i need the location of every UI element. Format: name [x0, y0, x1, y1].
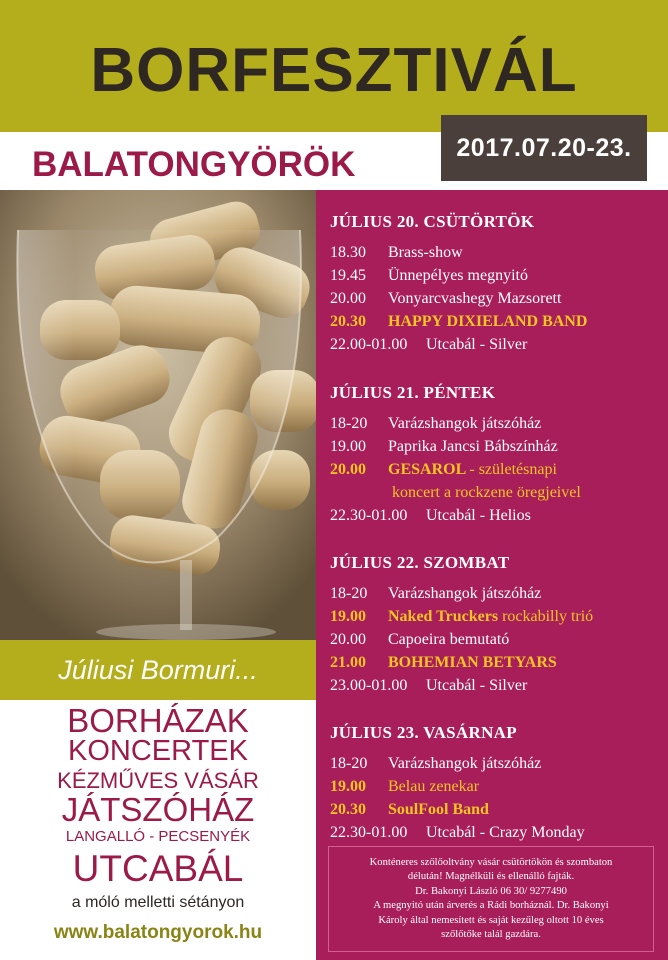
corks-illustration	[0, 190, 316, 640]
note-line: Károly által nemesített és saját kezűleg oltott 10 éves	[378, 914, 604, 926]
note-line: délután! Magnélküli és ellenálló fajták.	[407, 871, 575, 882]
promo-langallo: LANGALLÓ - PECSENYÉK	[65, 828, 251, 845]
promo-koncertek: KONCERTEK	[68, 735, 248, 767]
tagline: Júliusi Bormuri...	[58, 654, 258, 685]
note-line: Dr. Bakonyi László 06 30/ 9277490	[415, 885, 567, 897]
promo-kezmuves-vasar: KÉZMŰVES VÁSÁR	[57, 768, 259, 793]
event-item: 19.45 Ünnepélyes megnyitó	[330, 267, 528, 284]
event-item: 22.30-01.00 Utcabál - Helios	[330, 507, 531, 524]
day-block-saturday	[330, 553, 668, 697]
poster-title: BORFESZTIVÁL	[90, 36, 578, 105]
note-line: Konténeres szőlőoltvány vásár csütörtökön és szombaton	[369, 856, 613, 868]
note-line: A megnyitó után árverés a Rádi borháznál. Dr. Bakonyi	[373, 900, 609, 911]
event-item: 18.30 Brass-show	[330, 244, 463, 261]
event-item-continuation: koncert a rockzene öregjeivel	[392, 484, 581, 501]
event-item-highlight: 20.30 SoulFool Band	[330, 801, 489, 818]
event-item: 22.30-01.00 Utcabál - Crazy Monday	[330, 824, 585, 841]
event-item: 18-20 Varázshangok játszóház	[330, 585, 542, 602]
date-badge	[441, 115, 647, 181]
tagline-band	[0, 640, 316, 700]
event-item-highlight: 21.00 BOHEMIAN BETYARS	[330, 654, 557, 671]
event-item: 18-20 Varázshangok játszóház	[330, 755, 542, 772]
event-item: 20.00 Capoeira bemutató	[330, 631, 510, 648]
promo-utcabal: UTCABÁL	[72, 848, 244, 889]
day-block-sunday	[330, 723, 668, 844]
day-title: JÚLIUS 23. VASÁRNAP	[330, 723, 517, 742]
note-line: szőlőtőke talál gazdára.	[441, 929, 541, 940]
event-item: 19.00 Paprika Jancsi Bábszínház	[330, 438, 558, 455]
event-item: 20.00 Vonyarcvashegy Mazsorett	[330, 290, 562, 307]
info-note-box	[328, 846, 654, 952]
promo-location-note: a móló melletti sétányon	[71, 894, 245, 911]
event-item: 18-20 Varázshangok játszóház	[330, 415, 542, 432]
location-title: BALATONGYÖRÖK	[32, 145, 356, 184]
event-item-highlight: 19.00 Belau zenekar	[330, 778, 480, 795]
schedule-panel	[316, 190, 668, 960]
day-title: JÚLIUS 20. CSÜTÖRTÖK	[330, 212, 535, 231]
day-title: JÚLIUS 22. SZOMBAT	[330, 553, 510, 572]
event-item-highlight: 20.00 GESAROL - születésnapi	[330, 461, 557, 478]
event-item: 22.00-01.00 Utcabál - Silver	[330, 336, 528, 353]
day-block-thursday	[330, 212, 668, 356]
day-title: JÚLIUS 21. PÉNTEK	[330, 383, 496, 402]
promo-jatszohaz: JÁTSZÓHÁZ	[61, 791, 255, 828]
promo-borhazak: BORHÁZAK	[67, 702, 249, 739]
event-item-highlight: 20.30 HAPPY DIXIELAND BAND	[330, 313, 588, 330]
event-item-highlight: 19.00 Naked Truckers rockabilly trió	[330, 608, 594, 625]
wine-glass-corks-photo	[0, 190, 316, 640]
website-link[interactable]: www.balatongyorok.hu	[53, 922, 263, 943]
day-block-friday	[330, 383, 668, 527]
date-text: 2017.07.20-23.	[456, 133, 632, 162]
event-item: 23.00-01.00 Utcabál - Silver	[330, 677, 528, 694]
